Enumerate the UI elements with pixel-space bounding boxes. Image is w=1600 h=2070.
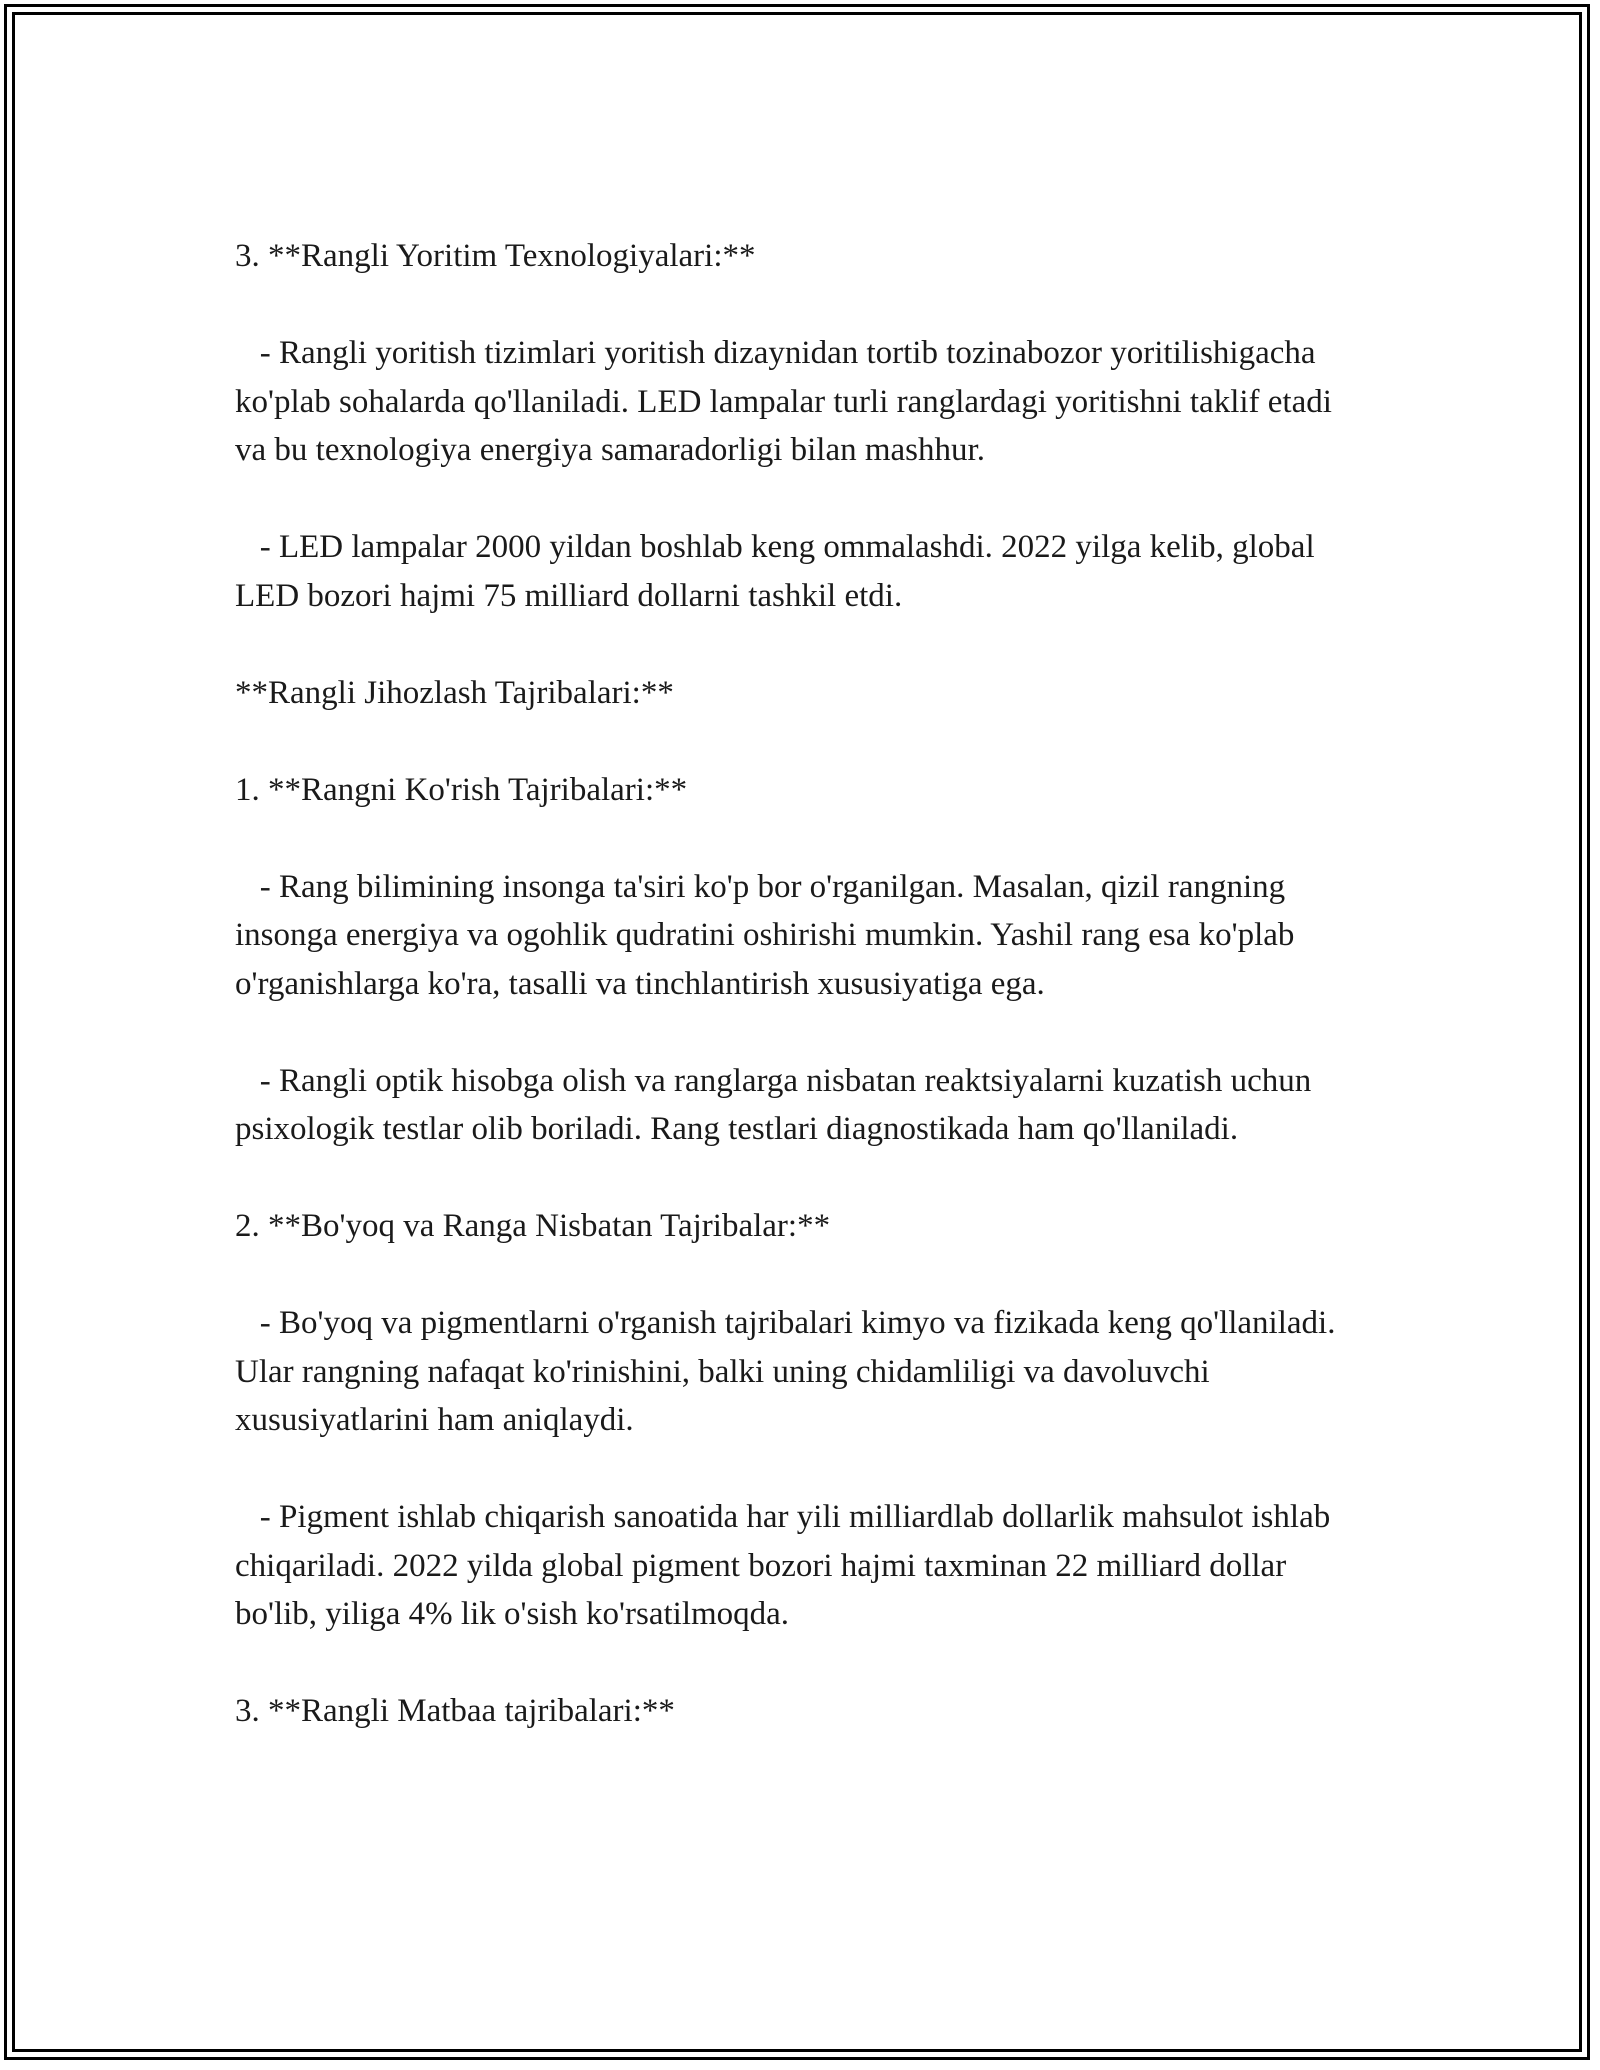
paragraph-pigment-market: - Pigment ishlab chiqarish sanoatida har yili milliardlab dollarlik mahsulot ishlab chiqariladi. 2022 yilda global pigment bozori hajmi taxminan 22 milliard dollar bo'lib, yiliga 4% lik o'sish ko'rsatilmoqda. bbox=[235, 1499, 1339, 1632]
paragraph-led-market: - LED lampalar 2000 yildan boshlab keng ommalashdi. 2022 yilga kelib, global LED bozori hajmi 75 milliard dollarni tashkil etdi. bbox=[235, 529, 1323, 614]
paragraph-color-effect: - Rang bilimining insonga ta'siri ko'p bor o'rganilgan. Masalan, qizil rangning insonga energiya va ogohlik qudratini oshirishi mumkin. Yashil rang esa ko'plab o'rganishlarga ko'ra, tasalli va tinchlantirish xususiyatiga ega. bbox=[235, 868, 1303, 1002]
section-heading-color-vision: 1. **Rangni Ko'rish Tajribalari:** bbox=[235, 771, 688, 808]
paragraph-lighting-usage: - Rangli yoritish tizimlari yoritish dizaynidan tortib tozinabozor yoritilishigacha ko'plab sohalarda qo'llaniladi. LED lampalar turli ranglardagi yoritishni taklif etadi va bu texnologiya energiya samaradorligi bilan mashhur. bbox=[235, 335, 1341, 468]
section-heading-paint: 2. **Bo'yoq va Ranga Nisbatan Tajribalar:** bbox=[235, 1208, 831, 1244]
section-heading-printing: 3. **Rangli Matbaa tajribalari:** bbox=[235, 1693, 675, 1729]
paragraph-psych-tests: - Rangli optik hisobga olish va ranglarga nisbatan reaktsiyalarni kuzatish uchun psixologik testlar olib boriladi. Rang testlari diagnostikada ham qo'llaniladi. bbox=[235, 1062, 1320, 1147]
section-heading-equipment: **Rangli Jihozlash Tajribalari:** bbox=[235, 674, 674, 711]
paragraph-pigment-study: - Bo'yoq va pigmentlarni o'rganish tajribalari kimyo va fizikada keng qo'llaniladi. Ular rangning nafaqat ko'rinishini, balki uning chidamliligi va davoluvchi xususiyatlarini ham aniqlaydi. bbox=[235, 1305, 1344, 1438]
section-heading-lighting: 3. **Rangli Yoritim Texnologiyalari:** bbox=[235, 238, 756, 274]
document-body bbox=[235, 232, 1365, 1736]
